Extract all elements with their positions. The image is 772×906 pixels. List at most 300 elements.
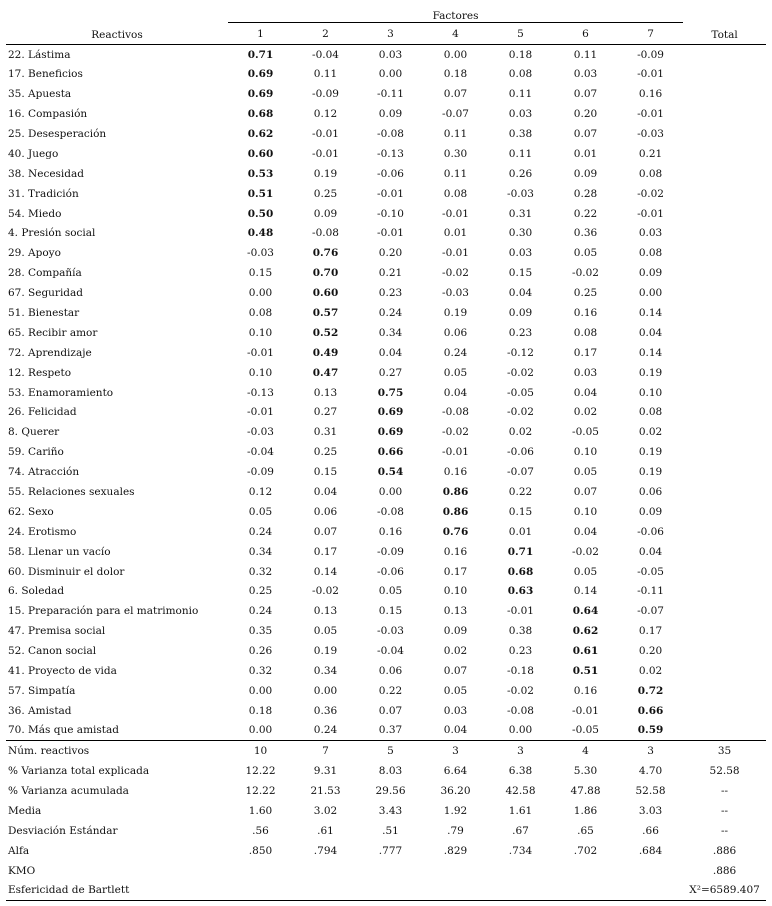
total-cell <box>683 462 766 482</box>
loading-cell: -0.04 <box>312 48 339 61</box>
loading-cell: 0.09 <box>378 108 403 121</box>
item-label: 16. Compasión <box>8 108 88 121</box>
loading-cell: 0.30 <box>508 227 533 240</box>
loading-cell: -0.08 <box>442 406 469 419</box>
total-cell <box>683 363 766 383</box>
total-cell <box>683 323 766 343</box>
summary-cell: .702 <box>573 844 598 857</box>
total-cell <box>683 224 766 244</box>
loading-cell: 0.36 <box>573 227 598 240</box>
loading-cell: 0.24 <box>293 721 358 741</box>
loading-cell: -0.06 <box>507 446 534 459</box>
loading-cell: 0.18 <box>248 704 273 717</box>
table-row <box>6 482 766 502</box>
loading-cell: 0.86 <box>442 486 469 499</box>
loading-cell: 0.19 <box>313 167 338 180</box>
loading-cell: 0.09 <box>573 167 598 180</box>
table-row <box>6 224 766 244</box>
total-cell <box>683 582 766 602</box>
loading-cell: -0.01 <box>247 406 274 419</box>
loading-cell: 0.03 <box>573 68 598 81</box>
item-label: 72. Aprendizaje <box>8 346 92 359</box>
summary-cell: 4.70 <box>638 764 663 777</box>
loading-cell: 0.04 <box>313 486 338 499</box>
summary-cell: 1.60 <box>248 804 273 817</box>
loading-cell: -0.01 <box>637 207 664 220</box>
loading-cell: 0.60 <box>312 287 339 300</box>
loading-cell: -0.01 <box>442 247 469 260</box>
total-cell <box>683 403 766 423</box>
loading-cell: 0.68 <box>247 108 274 121</box>
loading-cell: 0.00 <box>248 684 273 697</box>
loading-cell: 0.22 <box>508 486 533 499</box>
summary-cell: 3 <box>517 744 524 757</box>
item-label: 15. Preparación para el matrimonio <box>8 605 199 618</box>
loading-cell: 0.54 <box>377 466 404 479</box>
summary-label: Esfericidad de Bartlett <box>6 881 228 901</box>
loading-cell: -0.02 <box>572 545 599 558</box>
loading-cell: 0.25 <box>313 187 338 200</box>
loading-cell: 0.19 <box>638 366 663 379</box>
loading-cell: -0.03 <box>442 287 469 300</box>
summary-total-cell: X²=6589.407 <box>683 881 766 901</box>
loading-cell: 0.00 <box>313 684 338 697</box>
total-cell <box>683 601 766 621</box>
factor-6-header: 6 <box>553 23 618 45</box>
loading-cell: 0.72 <box>637 684 664 697</box>
loading-cell: -0.08 <box>377 505 404 518</box>
loading-cell: 0.00 <box>248 287 273 300</box>
item-label: 57. Simpatía <box>8 684 76 697</box>
loading-cell: 0.34 <box>378 326 403 339</box>
table-row <box>6 383 766 403</box>
loading-cell: -0.01 <box>507 605 534 618</box>
loading-cell: 0.06 <box>378 665 403 678</box>
item-label: 53. Enamoramiento <box>8 386 114 399</box>
summary-cell: 5.30 <box>573 764 598 777</box>
summary-cell: .61 <box>317 824 334 837</box>
loading-cell: 0.37 <box>358 721 423 741</box>
summary-cell: 42.58 <box>505 784 536 797</box>
item-label: 22. Lástima <box>8 48 71 61</box>
loading-cell: 0.20 <box>378 247 403 260</box>
loading-cell: 0.71 <box>507 545 534 558</box>
summary-cell: 6.64 <box>443 764 468 777</box>
loading-cell: 0.15 <box>508 505 533 518</box>
summary-cell: 3 <box>647 744 654 757</box>
total-cell <box>683 542 766 562</box>
table-row <box>6 502 766 522</box>
summary-cell <box>553 881 618 901</box>
loading-cell: 0.10 <box>638 386 663 399</box>
loading-cell: 0.15 <box>378 605 403 618</box>
loading-cell: 0.09 <box>313 207 338 220</box>
loading-cell: -0.06 <box>377 167 404 180</box>
summary-label: Media <box>8 804 42 817</box>
loading-cell: 0.02 <box>573 406 598 419</box>
summary-cell <box>423 881 488 901</box>
loading-cell: 0.20 <box>573 108 598 121</box>
loading-cell: 0.60 <box>247 147 274 160</box>
table-row <box>6 164 766 184</box>
summary-cell <box>358 881 423 901</box>
loading-cell: 0.13 <box>313 386 338 399</box>
total-cell <box>683 442 766 462</box>
loading-cell: 0.15 <box>508 267 533 280</box>
summary-cell: .67 <box>512 824 529 837</box>
loading-cell: 0.49 <box>312 346 339 359</box>
loading-cell: 0.04 <box>638 545 663 558</box>
item-label: 6. Soledad <box>8 585 65 598</box>
loading-cell: -0.11 <box>377 88 404 101</box>
summary-cell: 1.92 <box>443 804 468 817</box>
summary-cell <box>618 881 683 901</box>
summary-cell <box>553 861 618 881</box>
loading-cell: 0.17 <box>638 625 663 638</box>
loading-cell: 0.01 <box>508 525 533 538</box>
loading-cell: 0.03 <box>573 366 598 379</box>
loading-cell: 0.04 <box>573 525 598 538</box>
loading-cell: -0.04 <box>377 645 404 658</box>
loading-cell: 0.59 <box>618 721 683 741</box>
loading-cell: 0.23 <box>508 645 533 658</box>
summary-cell: .734 <box>508 844 533 857</box>
summary-cell <box>228 881 293 901</box>
total-header: Total <box>683 3 766 45</box>
summary-cell: 47.88 <box>570 784 601 797</box>
loading-cell: 0.10 <box>573 446 598 459</box>
loading-cell: -0.05 <box>572 426 599 439</box>
loading-cell: 0.62 <box>247 128 274 140</box>
loading-cell: 0.07 <box>443 88 468 101</box>
table-row <box>6 681 766 701</box>
loading-cell: 0.02 <box>508 426 533 439</box>
summary-cell: 3.02 <box>313 804 338 817</box>
summary-cell: 36.20 <box>440 784 471 797</box>
table-row <box>6 641 766 661</box>
table-row <box>6 621 766 641</box>
loading-cell: 0.08 <box>248 307 273 320</box>
table-row <box>6 442 766 462</box>
loading-cell: 0.09 <box>508 307 533 320</box>
loading-cell: 0.16 <box>573 307 598 320</box>
loading-cell: 0.02 <box>638 665 663 678</box>
table-row <box>6 343 766 363</box>
item-label: 65. Recibir amor <box>8 326 98 339</box>
loading-cell: 0.08 <box>638 406 663 419</box>
table-row <box>6 422 766 442</box>
loading-cell: -0.02 <box>442 426 469 439</box>
summary-total-cell: -- <box>721 784 729 797</box>
total-cell <box>683 64 766 84</box>
summary-cell: 6.38 <box>508 764 533 777</box>
summary-cell <box>423 861 488 881</box>
loading-cell: 0.25 <box>313 446 338 459</box>
loading-cell: 0.06 <box>638 486 663 499</box>
total-cell <box>683 343 766 363</box>
loading-cell: 0.17 <box>443 565 468 578</box>
loading-cell: -0.02 <box>507 366 534 379</box>
loading-cell: 0.15 <box>248 267 273 280</box>
item-label: 24. Erotismo <box>8 525 77 538</box>
summary-body <box>6 741 766 901</box>
loading-cell: -0.11 <box>637 585 664 598</box>
loading-cell: 0.16 <box>443 466 468 479</box>
summary-total-cell: -- <box>721 824 729 837</box>
loading-cell: -0.02 <box>312 585 339 598</box>
loading-cell: 0.05 <box>443 684 468 697</box>
summary-cell <box>228 861 293 881</box>
loading-cell: 0.08 <box>573 326 598 339</box>
loading-cell: 0.22 <box>378 684 403 697</box>
loading-cell: 0.13 <box>443 605 468 618</box>
loading-cell: 0.30 <box>443 147 468 160</box>
loading-cell: 0.08 <box>443 187 468 200</box>
item-label: 51. Bienestar <box>8 307 80 320</box>
factores-header: Factores <box>228 3 683 23</box>
total-cell <box>683 681 766 701</box>
loading-cell: 0.07 <box>573 88 598 101</box>
loading-cell: 0.00 <box>378 68 403 81</box>
table-row <box>6 104 766 124</box>
loading-cell: 0.63 <box>507 585 534 598</box>
loading-cell: 0.14 <box>638 346 663 359</box>
loading-cell: 0.61 <box>572 645 599 658</box>
loading-cell: 0.34 <box>248 545 273 558</box>
loading-cell: 0.51 <box>572 665 599 678</box>
item-label: 41. Proyecto de vida <box>8 665 117 678</box>
factor-5-header: 5 <box>488 23 553 45</box>
total-cell <box>683 303 766 323</box>
loading-cell: 0.24 <box>378 307 403 320</box>
total-cell <box>683 104 766 124</box>
loading-cell: 0.47 <box>312 366 339 379</box>
summary-cell: .79 <box>447 824 464 837</box>
loading-cell: 0.62 <box>572 625 599 638</box>
summary-cell: .794 <box>313 844 338 857</box>
loading-cell: 0.32 <box>248 565 273 578</box>
loading-cell: 0.05 <box>443 366 468 379</box>
loading-cell: 0.86 <box>442 505 469 518</box>
table-row <box>6 363 766 383</box>
loading-cell: -0.02 <box>442 267 469 280</box>
total-cell <box>683 721 766 741</box>
summary-row <box>6 821 766 841</box>
loading-cell: 0.04 <box>573 386 598 399</box>
loading-cell: 0.03 <box>508 247 533 260</box>
table-row <box>6 243 766 263</box>
loading-cell: 0.10 <box>573 505 598 518</box>
item-label: 4. Presión social <box>8 227 96 240</box>
total-cell <box>683 422 766 442</box>
loading-cell: 0.02 <box>638 426 663 439</box>
loading-cell: 0.07 <box>573 128 598 140</box>
table-row <box>6 601 766 621</box>
loading-cell: -0.09 <box>377 545 404 558</box>
table-row <box>6 522 766 542</box>
loading-cell: 0.09 <box>443 625 468 638</box>
loading-cell: -0.06 <box>377 565 404 578</box>
item-label: 47. Premisa social <box>8 625 106 638</box>
loading-cell: 0.25 <box>248 585 273 598</box>
loading-cell: 0.10 <box>443 585 468 598</box>
loading-cell: 0.05 <box>313 625 338 638</box>
loading-cell: 0.19 <box>443 307 468 320</box>
loading-cell: 0.00 <box>443 48 468 61</box>
factor-3-header: 3 <box>358 23 423 45</box>
item-label: 59. Cariño <box>8 446 64 459</box>
loading-cell: -0.09 <box>637 48 664 61</box>
loading-cell: -0.05 <box>553 721 618 741</box>
loading-cell: 0.19 <box>313 645 338 658</box>
table-row <box>6 403 766 423</box>
loading-cell: 0.31 <box>508 207 533 220</box>
loading-cell: 0.07 <box>573 486 598 499</box>
total-cell <box>683 383 766 403</box>
loading-cell: 0.13 <box>313 605 338 618</box>
item-label: 29. Apoyo <box>8 247 61 260</box>
total-cell <box>683 502 766 522</box>
loading-cell: 0.04 <box>378 346 403 359</box>
loading-cell: -0.07 <box>507 466 534 479</box>
total-cell <box>683 204 766 224</box>
loading-cell: 0.16 <box>638 88 663 101</box>
table-row <box>6 124 766 144</box>
loading-cell: 0.23 <box>378 287 403 300</box>
loading-cell: -0.01 <box>442 207 469 220</box>
summary-cell: 4 <box>582 744 589 757</box>
loading-cell: 0.68 <box>507 565 534 578</box>
total-cell <box>683 243 766 263</box>
loading-cell: -0.08 <box>377 128 404 140</box>
loading-cell: 0.21 <box>378 267 403 280</box>
summary-cell: 1.61 <box>508 804 533 817</box>
loading-cell: 0.04 <box>443 386 468 399</box>
loading-cell: 0.08 <box>508 68 533 81</box>
loading-cell: 0.03 <box>508 108 533 121</box>
summary-total-cell: 35 <box>717 744 732 757</box>
summary-label: Alfa <box>8 844 30 857</box>
summary-label: Núm. reactivos <box>8 744 90 757</box>
item-label: 17. Beneficios <box>8 68 83 81</box>
loading-cell: 0.04 <box>508 287 533 300</box>
loading-cell: -0.03 <box>247 426 274 439</box>
table-row <box>6 45 766 65</box>
loading-cell: 0.21 <box>638 147 663 160</box>
total-cell <box>683 661 766 681</box>
loading-cell: 0.00 <box>488 721 553 741</box>
loading-cell: 0.48 <box>247 227 274 240</box>
item-label: 62. Sexo <box>8 505 54 518</box>
loading-cell: 0.05 <box>573 466 598 479</box>
summary-cell: 12.22 <box>245 784 276 797</box>
item-label: 8. Querer <box>8 426 60 439</box>
loading-cell: 0.69 <box>377 426 404 439</box>
loading-cell: 0.03 <box>443 704 468 717</box>
loading-cell: 0.01 <box>573 147 598 160</box>
loading-cell: -0.03 <box>637 128 664 140</box>
summary-cell: 3 <box>452 744 459 757</box>
loading-cell: -0.02 <box>637 187 664 200</box>
total-cell <box>683 84 766 104</box>
table-row <box>6 64 766 84</box>
loading-cell: -0.01 <box>637 108 664 121</box>
factor-1-header: 1 <box>228 23 293 45</box>
loading-cell: 0.01 <box>443 227 468 240</box>
table-row <box>6 721 766 741</box>
loading-cell: 0.66 <box>377 446 404 459</box>
item-label: 74. Atracción <box>8 466 80 479</box>
loading-cell: 0.35 <box>248 625 273 638</box>
loading-cell: 0.66 <box>637 704 664 717</box>
summary-total-cell: -- <box>721 804 729 817</box>
summary-cell: .850 <box>248 844 273 857</box>
loading-cell: 0.16 <box>378 525 403 538</box>
loading-cell: 0.11 <box>573 48 598 61</box>
summary-cell <box>358 861 423 881</box>
loading-cell: 0.69 <box>377 406 404 419</box>
loading-cell: -0.09 <box>247 466 274 479</box>
item-label: 12. Respeto <box>8 366 72 379</box>
summary-row <box>6 801 766 821</box>
summary-cell: 1.86 <box>573 804 598 817</box>
loading-cell: 0.16 <box>443 545 468 558</box>
loading-cell: 0.02 <box>443 645 468 658</box>
loading-cell: 0.36 <box>313 704 338 717</box>
loading-cell: 0.04 <box>423 721 488 741</box>
loading-cell: 0.69 <box>247 68 274 81</box>
summary-cell <box>488 861 553 881</box>
item-label: 67. Seguridad <box>8 287 84 300</box>
loading-cell: -0.07 <box>637 605 664 618</box>
summary-label: % Varianza acumulada <box>8 784 129 797</box>
loading-cell: 0.16 <box>573 684 598 697</box>
table-row <box>6 84 766 104</box>
loading-cell: 0.05 <box>248 505 273 518</box>
summary-total-cell: .886 <box>712 864 737 877</box>
loading-cell: 0.17 <box>573 346 598 359</box>
loading-cell: -0.01 <box>312 147 339 160</box>
table-row <box>6 462 766 482</box>
item-label: 54. Miedo <box>8 207 62 220</box>
summary-cell: .56 <box>252 824 269 837</box>
loading-cell: 0.34 <box>313 665 338 678</box>
total-cell <box>683 621 766 641</box>
loading-cell: 0.10 <box>248 366 273 379</box>
summary-label: KMO <box>8 864 36 877</box>
table-header <box>6 3 766 45</box>
loading-cell: 0.26 <box>508 167 533 180</box>
loading-cell: 0.32 <box>248 665 273 678</box>
total-cell <box>683 45 766 65</box>
loading-cell: -0.04 <box>247 446 274 459</box>
table-row <box>6 542 766 562</box>
summary-cell <box>488 881 553 901</box>
item-label: 28. Compañía <box>8 267 82 280</box>
total-cell <box>683 283 766 303</box>
loading-cell: 0.24 <box>248 525 273 538</box>
loading-cell: 0.14 <box>638 307 663 320</box>
total-cell <box>683 263 766 283</box>
item-label: 60. Disminuir el dolor <box>8 565 125 578</box>
loading-cell: -0.10 <box>377 207 404 220</box>
loading-cell: 0.14 <box>573 585 598 598</box>
loading-cell: 0.12 <box>248 486 273 499</box>
loading-cell: 0.08 <box>638 247 663 260</box>
loading-cell: 0.50 <box>247 207 274 220</box>
loading-cell: 0.00 <box>638 287 663 300</box>
loading-cell: -0.01 <box>377 187 404 200</box>
